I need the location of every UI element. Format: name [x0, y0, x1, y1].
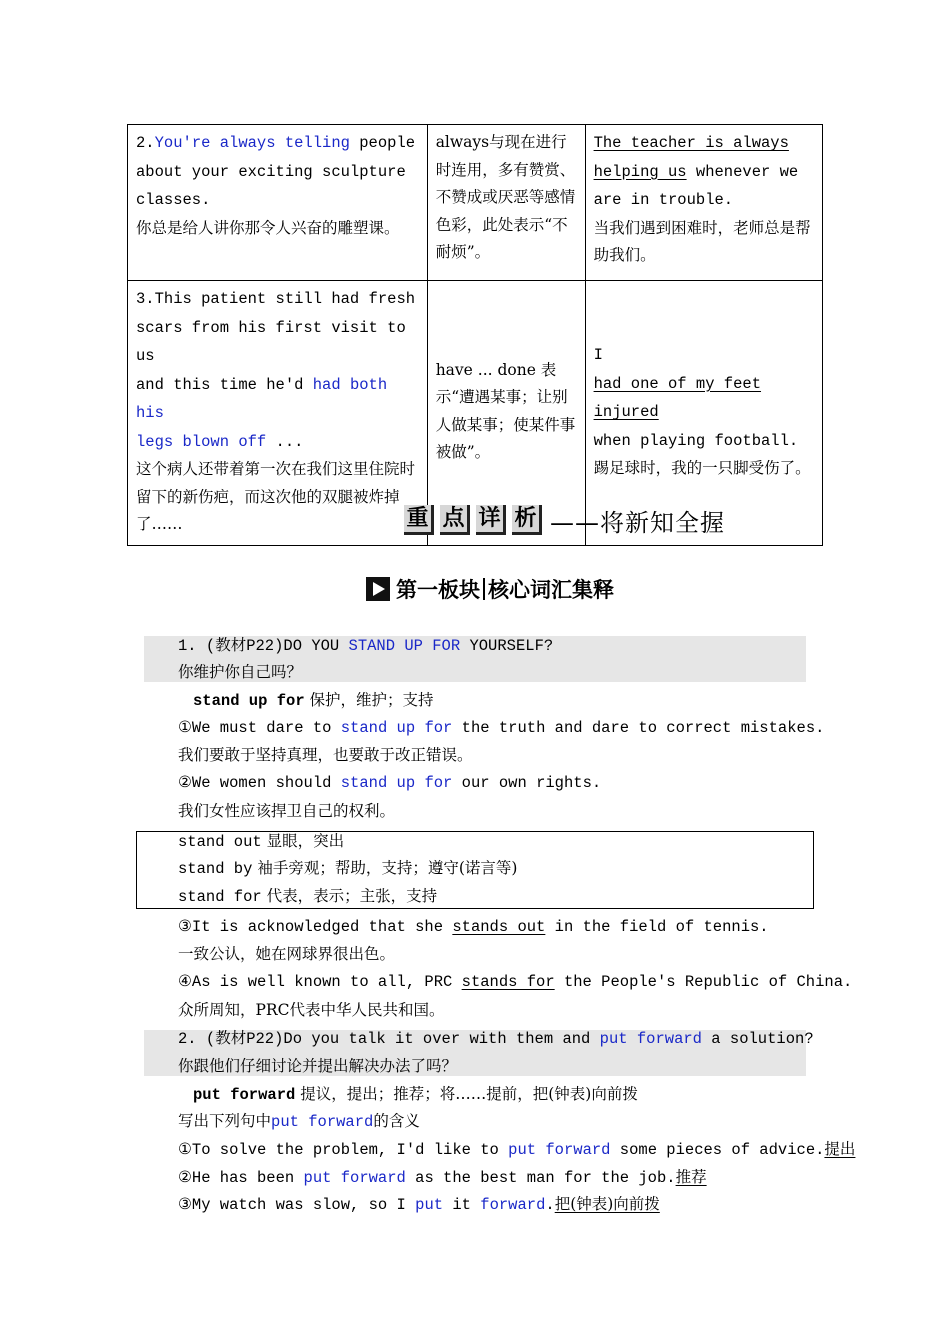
- sentence-text: 3.This patient still had fresh: [136, 290, 416, 308]
- extension-cell: [585, 125, 822, 281]
- chinese-translation: 这个病人还带着第一次在我们这里住院时留下的新伤疤，而这次他的双腿被炸掉了……: [136, 460, 416, 533]
- key-phrase: stand up for: [193, 692, 305, 710]
- sentence-text: when playing football.: [593, 431, 799, 450]
- phrase-box-line: [178, 828, 344, 855]
- underlined-phrase: stands out: [452, 918, 546, 936]
- header-text: 1. (教材P22)DO YOU: [178, 637, 349, 655]
- highlight-phrase: put forward: [508, 1141, 611, 1159]
- phrase-box-line: [178, 883, 437, 910]
- chinese-translation: 当我们遇到困难时，老师总是帮助我们。: [593, 218, 811, 264]
- highlight-phrase: put forward: [599, 1030, 702, 1048]
- sentence-text: classes.: [136, 191, 211, 209]
- example-sentence: [178, 914, 769, 941]
- task-instruction: [178, 1108, 420, 1135]
- sentence-text: our own rights.: [452, 774, 602, 792]
- sentence-text: and this time he'd: [136, 375, 313, 394]
- banner-char: 详: [476, 505, 506, 535]
- sentence-text: ②We women should: [178, 774, 341, 792]
- example-sentence: [178, 969, 852, 996]
- underlined-phrase: had one of my feet injured: [593, 374, 762, 421]
- sentence-text: the truth and dare to correct mistakes.: [452, 719, 825, 737]
- section-subbanner: [366, 574, 614, 604]
- grammar-table: [127, 124, 823, 546]
- underlined-phrase: The teacher is always helping us: [593, 134, 789, 181]
- subbanner-right: 核心词汇集释: [488, 578, 614, 602]
- sentence-text: ③My watch was slow, so I: [178, 1196, 416, 1214]
- sentence-text: it: [443, 1196, 481, 1214]
- explanation-cell: [427, 125, 585, 281]
- example-translation: 众所周知，PRC代表中华人民共和国。: [178, 1001, 445, 1019]
- sentence-text: .: [545, 1196, 555, 1214]
- example-sentence: [178, 770, 601, 797]
- answer-text: 把(钟表)向前拨: [554, 1195, 660, 1213]
- header-text: YOURSELF?: [460, 637, 554, 655]
- underlined-phrase: stands for: [461, 973, 555, 991]
- key-phrase: put forward: [193, 1086, 296, 1104]
- highlight-phrase: had both his: [136, 375, 388, 422]
- sentence-text: as the best man for the job.: [405, 1169, 676, 1187]
- item-header: [178, 632, 553, 659]
- sentence-text: I: [593, 346, 603, 364]
- highlight-phrase: legs blown off: [136, 432, 267, 451]
- instruction-text: 写出下列句中: [178, 1112, 272, 1130]
- item-header-cn: 你跟他们仔细讨论并提出解决办法了吗？: [178, 1057, 458, 1075]
- key-phrase-line: [193, 687, 434, 714]
- key-meaning: 提议，提出；推荐；将……提前，把(钟表)向前拨: [295, 1085, 638, 1103]
- phrase: stand by: [178, 860, 253, 878]
- explanation-text: have ... done 表示“遭遇某事；让别人做某事；使某件事被做”。: [435, 360, 576, 462]
- explanation-text: always与现在进行时连用，多有赞赏、不赞成或厌恶等感情色彩，此处表示“不耐烦”。: [435, 133, 576, 261]
- banner-char: 重: [404, 505, 434, 535]
- header-text: 2. (教材P22)Do you talk it over with them and: [178, 1030, 600, 1048]
- highlight-phrase: forward: [480, 1196, 546, 1214]
- row-number: 2.: [136, 134, 155, 152]
- highlight-phrase: put forward: [271, 1113, 374, 1131]
- item-header: [178, 1025, 814, 1052]
- highlight-phrase: put forward: [303, 1169, 406, 1187]
- sentence-text: ②He has been: [178, 1169, 304, 1187]
- banner-tail: ——将新知全握: [550, 508, 725, 537]
- phrase-meaning: 显眼，突出: [261, 832, 345, 850]
- divider: [483, 578, 485, 600]
- example-translation: 我们要敢于坚持真理，也要敢于改正错误。: [178, 746, 473, 764]
- example-translation: 我们女性应该捍卫自己的权利。: [178, 802, 396, 820]
- phrase: stand for: [178, 888, 262, 906]
- banner-char: 析: [512, 505, 542, 535]
- exercise-sentence: [178, 1164, 707, 1191]
- chinese-translation: 踢足球时，我的一只脚受伤了。: [593, 459, 811, 477]
- sentence-text: in the field of tennis.: [545, 918, 769, 936]
- sentence-text: ①We must dare to: [178, 719, 341, 737]
- exercise-sentence: [178, 1136, 855, 1163]
- table-row: [128, 125, 823, 281]
- highlight-phrase: put: [415, 1196, 444, 1214]
- highlight-phrase: You're always telling: [154, 134, 350, 152]
- answer-text: 推荐: [675, 1168, 707, 1186]
- example-translation: 一致公认，她在网球界很出色。: [178, 945, 396, 963]
- example-sentence: [178, 715, 824, 742]
- item-header-cn: 你维护你自己吗？: [178, 663, 303, 681]
- chinese-translation: 你总是给人讲你那令人兴奋的雕塑课。: [136, 218, 400, 237]
- phrase: stand out: [178, 833, 262, 851]
- key-meaning: 保护，维护；支持: [304, 691, 434, 709]
- sentence-text: about your exciting sculpture: [136, 162, 406, 181]
- answer-text: 提出: [824, 1140, 856, 1158]
- sentence-text: ④As is well known to all, PRC: [178, 973, 462, 991]
- sentence-text: ③It is acknowledged that she: [178, 918, 453, 936]
- play-icon: [366, 577, 390, 601]
- example-cell: [128, 125, 428, 281]
- sentence-text: whenever we are in trouble.: [593, 162, 799, 209]
- header-text: a solution?: [702, 1030, 814, 1048]
- banner-char: 点: [440, 505, 470, 535]
- sentence-text: the People's Republic of China.: [554, 973, 853, 991]
- sentence-text: people: [349, 134, 416, 152]
- example-cell: [128, 281, 428, 546]
- highlight-phrase: STAND UP FOR: [348, 637, 461, 655]
- instruction-text: 的含义: [373, 1112, 420, 1130]
- highlight-phrase: stand up for: [340, 719, 453, 737]
- phrase-box-line: [178, 855, 517, 882]
- phrase-meaning: 袖手旁观；帮助，支持；遵守(诺言等): [252, 859, 518, 877]
- sentence-text: scars from his first visit to us: [136, 318, 406, 365]
- highlight-phrase: stand up for: [340, 774, 453, 792]
- sentence-text: some pieces of advice.: [610, 1141, 825, 1159]
- section-banner: [404, 502, 725, 538]
- phrase-meaning: 代表，表示；主张，支持: [261, 887, 438, 905]
- subbanner-left: 第一板块: [396, 578, 480, 602]
- exercise-sentence: [178, 1191, 660, 1218]
- key-phrase-line: [193, 1081, 638, 1108]
- sentence-text: ①To solve the problem, I'd like to: [178, 1141, 509, 1159]
- sentence-text: ...: [266, 432, 304, 451]
